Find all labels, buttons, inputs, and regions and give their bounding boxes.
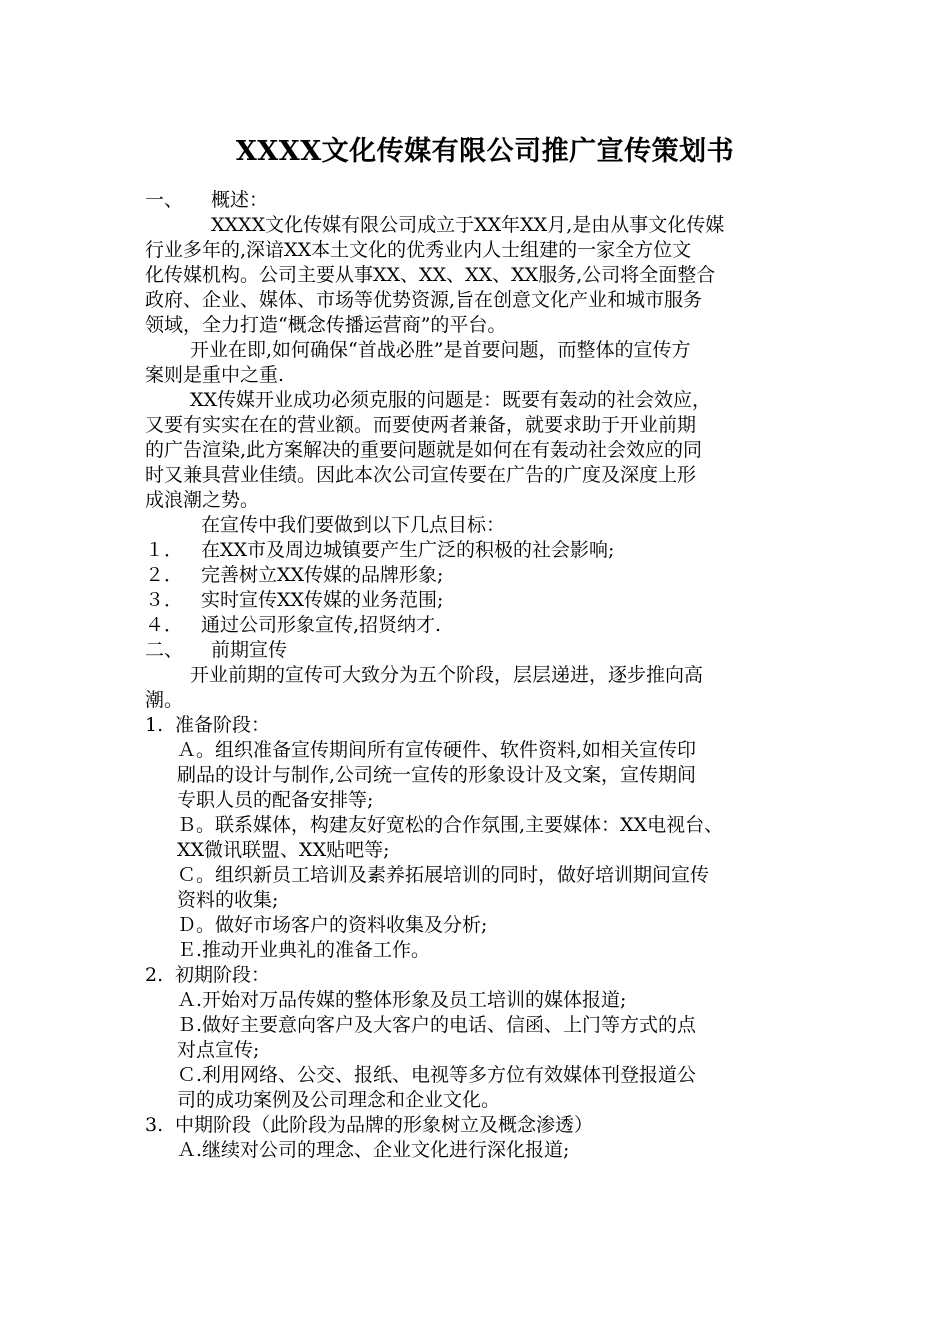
paragraph-line: XX传媒开业成功必须克服的问题是：既要有轰动的社会效应，: [190, 389, 712, 411]
stage-heading-text: 初期阶段：: [175, 964, 271, 986]
goal-text: 实时宣传XX传媒的业务范围;: [201, 589, 444, 611]
paragraph-line: XXXX文化传媒有限公司成立于XX年XX月,是由从事文化传媒: [211, 214, 725, 236]
goal-item: [145, 588, 825, 613]
stage-item-line: Ｅ.推动开业典礼的准备工作。: [177, 939, 431, 961]
section-heading-overview: [145, 188, 825, 213]
stage-item-line: Ｂ.做好主要意向客户及大客户的电话、信函、上门等方式的点: [177, 1014, 697, 1036]
stage-number: 2.: [145, 964, 164, 986]
stage-item-line: Ａ.开始对万品传媒的整体形象及员工培训的媒体报道;: [177, 989, 627, 1011]
stage-item-line: 刷品的设计与制作,公司统一宣传的形象设计及文案，宣传期间: [177, 764, 697, 786]
stage-item-line: 司的成功案例及公司理念和企业文化。: [177, 1089, 501, 1111]
paragraph-line: 又要有实实在在的营业额。而要使两者兼备，就要求助于开业前期: [145, 414, 697, 436]
stage-item-line: 专职人员的配备安排等;: [177, 789, 374, 811]
stage-heading: [145, 1113, 825, 1138]
paragraph-line: 成浪潮之势。: [145, 489, 260, 511]
goal-number: ４．: [145, 614, 184, 636]
paragraph-line: 案则是重中之重.: [145, 364, 285, 386]
stage-item-line: Ｃ.利用网络、公交、报纸、电视等多方位有效媒体刊登报道公: [177, 1064, 697, 1086]
paragraph-line: 化传媒机构。公司主要从事XX、XX、XX、XX服务,公司将全面整合: [145, 264, 716, 286]
paragraph-line: 政府、企业、媒体、市场等优势资源,旨在创意文化产业和城市服务: [145, 289, 703, 311]
goal-text: 在XX市及周边城镇要产生广泛的积极的社会影响;: [201, 539, 615, 561]
goal-text: 完善树立XX传媒的品牌形象;: [201, 564, 444, 586]
paragraph-line: 潮。: [145, 689, 184, 711]
goal-number: ２．: [145, 564, 184, 586]
stage-item-line: Ｃ。组织新员工培训及素养拓展培训的同时，做好培训期间宣传: [177, 864, 710, 886]
paragraph-line: 领域，全力打造“概念传播运营商”的平台。: [145, 314, 507, 336]
section-number: 一、: [145, 189, 184, 211]
section-heading-text: 前期宣传: [211, 639, 288, 661]
goal-text: 通过公司形象宣传,招贤纳才.: [201, 614, 442, 636]
stage-heading: [145, 713, 825, 738]
stage-item-line: 资料的收集;: [177, 889, 279, 911]
stage-heading-text: 准备阶段：: [175, 714, 271, 736]
section-number: 二、: [145, 639, 184, 661]
paragraph-line: 的广告渲染,此方案解决的重要问题就是如何在有轰动社会效应的同: [145, 439, 703, 461]
document-page: [145, 130, 825, 1163]
stage-item-line: Ａ.继续对公司的理念、企业文化进行深化报道;: [177, 1139, 570, 1161]
goal-item: [145, 538, 825, 563]
paragraph-line: 开业前期的宣传可大致分为五个阶段，层层递进，逐步推向高: [190, 664, 704, 686]
stage-item-line: 对点宣传;: [177, 1039, 260, 1061]
stage-heading: [145, 963, 825, 988]
section-heading-text: 概述：: [211, 189, 269, 211]
goal-item: [145, 613, 825, 638]
goal-number: １．: [145, 539, 184, 561]
stage-item-line: Ａ。组织准备宣传期间所有宣传硬件、软件资料,如相关宣传印: [177, 739, 697, 761]
goals-intro: 在宣传中我们要做到以下几点目标：: [201, 514, 506, 536]
stage-number: 3.: [145, 1114, 164, 1136]
paragraph-line: 时又兼具营业佳绩。因此本次公司宣传要在广告的广度及深度上形: [145, 464, 697, 486]
section-heading-pre-promotion: [145, 638, 825, 663]
document-title: XXXX文化传媒有限公司推广宣传策划书: [235, 136, 735, 167]
stage-heading-text: 中期阶段（此阶段为品牌的形象树立及概念渗透）: [175, 1114, 594, 1136]
goal-number: ３．: [145, 589, 184, 611]
paragraph-line: 开业在即,如何确保“首战必胜”是首要问题，而整体的宣传方: [190, 339, 691, 361]
goal-item: [145, 563, 825, 588]
stage-item-line: Ｄ。做好市场客户的资料收集及分析;: [177, 914, 488, 936]
stage-item-line: XX微讯联盟、XX贴吧等;: [177, 839, 390, 861]
stage-number: 1.: [145, 714, 164, 736]
paragraph-line: 行业多年的,深谙XX本土文化的优秀业内人士组建的一家全方位文: [145, 239, 692, 261]
stage-item-line: Ｂ。联系媒体，构建友好宽松的合作氛围,主要媒体：XX电视台、: [177, 814, 724, 836]
